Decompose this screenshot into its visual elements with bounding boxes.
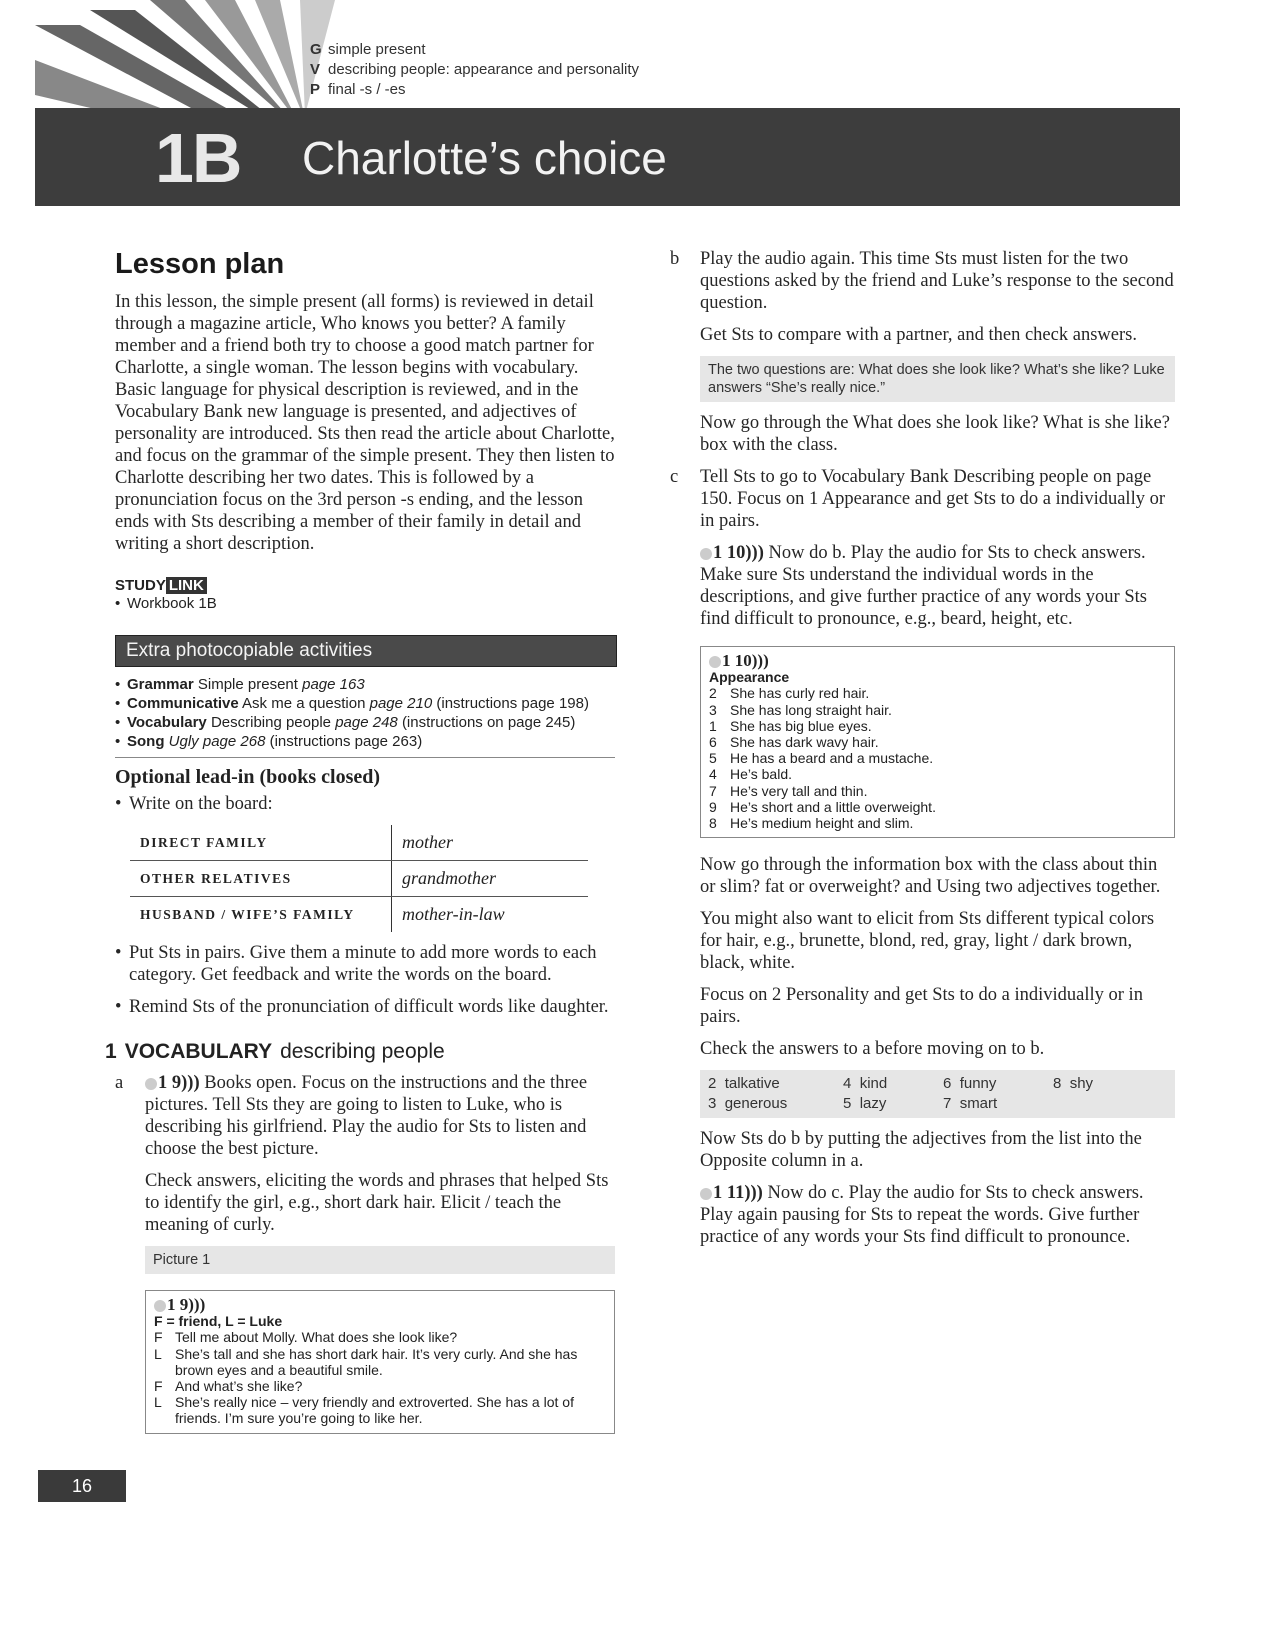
extra-activities-list — [115, 675, 615, 758]
transcript-line: L She’s tall and she has short dark hair. It’s very curly. And she has brown eyes and a beautiful smile. — [154, 1345, 578, 1378]
list-item: • Song Ugly page 268 (instructions page 263) — [115, 732, 615, 751]
study-link — [115, 577, 615, 613]
exercise-a-check: Check answers, eliciting the words and phrases that helped Sts to identify the girl, e.g., short dark hair. Elicit / teach the meaning of curly. — [145, 1171, 609, 1235]
list-item: 8 He’s medium height and slim. — [709, 815, 914, 832]
link-badge: LINK — [166, 577, 207, 594]
list-item: 7 smart — [943, 1095, 998, 1113]
workbook-item: • Workbook 1B — [115, 594, 615, 613]
transcript-box: 1 9))) F = friend, L = Luke F Tell me about Molly. What does she look like? L She’s tall and she has short dark hair. It’s very curly. And she has brown eyes and a beautiful smile. F And what’s she like? L She’s really nice – very friendly and extroverted. She has a lot of friends. I’m sure you’re going to like her. — [145, 1290, 615, 1434]
extra-activities-heading: Extra photocopiable activities — [115, 635, 617, 667]
list-item: 7 He’s very tall and thin. — [709, 782, 868, 799]
lesson-plan-text: In this lesson, the simple present (all forms) is reviewed in detail through a magazine article, Who knows you better? A family member and a friend both try to choose a good match partner for Charlotte, a single woman. The lesson begins with vocabulary. Basic language for physical description is reviewed, and in the Vocabulary Bank new language is presented, and adjectives of personality are introduced. Sts then read the article about Charlotte, and focus on the grammar of the simple present. They then listen to Charlotte describing her two dates. This is followed by a pronunciation focus on the 3rd person -s ending, and the lesson ends with Sts describing a member of their family in detail and writing a short description. — [115, 292, 615, 554]
list-item: 9 He’s short and a little overweight. — [709, 798, 936, 815]
table-row: HUSBAND / WIFE’S FAMILY mother-in-law — [130, 897, 588, 933]
exercise-a: a 1 9))) Books open. Focus on the instructions and the three pictures. Tell Sts they are going to listen to Luke, who is describing his girlfriend. Play the audio for Sts to listen and choose the best picture. Check answers, eliciting the words and phrases that helped Sts to identify the girl, e.g., short dark hair. Elicit / teach the meaning of curly. Picture 1 1 9))) F = friend, L = Luke F Tell me about Molly. What does she look like? L She’s tall and she has short dark hair. It’s very curly. And she has brown eyes and a beautiful smile. F And what’s she like? L She’s really nice – very friendly and extroverted. She has a lot of friends. I’m sure you’re going to like her. — [115, 1072, 615, 1434]
write-board-bullet: • Write on the board: — [115, 793, 615, 815]
table-row: DIRECT FAMILY mother — [130, 825, 588, 861]
exercise-b: b Play the audio again. This time Sts must listen for the two questions asked by the friend and Luke’s response to the second question. Get Sts to compare with a partner, and then check answers. The two questions are: What does she look like? What’s she like? Luke answers “She’s really nice.” Now go through the What does she look like? What is she like? box with the class. — [670, 249, 1174, 455]
list-item: • Communicative Ask me a question page 210 (instructions page 198) — [115, 694, 615, 713]
board-table — [130, 825, 588, 932]
audio-icon: 1 11))) — [700, 1183, 763, 1203]
audio-icon: 1 9))) — [154, 1297, 606, 1313]
unit-number: 1B — [155, 119, 241, 197]
list-item: 4 He’s bald. — [709, 766, 793, 783]
pairs-bullet: • Put Sts in pairs. Give them a minute to add more words to each category. Get feedback and write the words on the board. — [115, 942, 615, 986]
audio-icon: 1 10))) — [709, 653, 1166, 669]
list-item: 6 She has dark wavy hair. — [709, 734, 879, 751]
list-item: 3 She has long straight hair. — [709, 701, 892, 718]
list-item: 2 She has curly red hair. — [709, 685, 870, 702]
lesson-title: Charlotte’s choice — [302, 132, 667, 184]
page-number: 16 — [38, 1470, 126, 1502]
exercise-c: c Tell Sts to go to Vocabulary Bank Describing people on page 150. Focus on 1 Appearance and get Sts to do a individually or in pairs. 1 10))) Now do b. Play the audio for Sts to check answers. Make sure Sts understand the individual words in the descriptions, and give further practice of any words your Sts find difficult to pronounce, e.g., beard, height, etc. 1 10))) Appearance 2 She has curly red hair. 3 She has long straight hair. 1 She has big blue eyes. 6 She has dark wavy hair. 5 He has a beard and a mustache. 4 He’s bald. 7 He’s very tall and thin. 9 He’s short and a little overweight. 8 He’s medium height and slim. Now go through the information box with the class about thin or slim? fat or overweight? and Using two adjectives together. You might also want to elicit from Sts different typical colors for hair, e.g., brunette, blond, red, gray, light / dark brown, black, white. Focus on 2 Personality and get Sts to do a individually or in pairs. Check the answers to a before moving on to b. 2 talkative 4 kind 6 funny 8 shy 3 generous 5 lazy 7 smart Now Sts do b by putting the adjectives from the list into the Opposite column in a. 1 11))) Now do c. Play the audio for Sts to check answers. Play again pausing for Sts to repeat the words. Give further practice of any words your Sts find difficult to pronounce. — [670, 466, 1175, 1248]
topic-grammar: G simple present — [310, 41, 426, 58]
appearance-box: 1 10))) Appearance 2 She has curly red hair. 3 She has long straight hair. 1 She has big blue eyes. 6 She has dark wavy hair. 5 He has a beard and a mustache. 4 He’s bald. 7 He’s very tall and thin. 9 He’s short and a little overweight. 8 He’s medium height and slim. — [700, 646, 1175, 838]
answer-box: The two questions are: What does she look like? What’s she like? Luke answers “She’s really nice.” — [700, 356, 1175, 402]
list-item: • Vocabulary Describing people page 248 (instructions on page 245) — [115, 713, 615, 732]
right-column — [670, 248, 1175, 1248]
topic-pronunciation: P final -s / -es — [310, 81, 406, 98]
topic-vocabulary: V describing people: appearance and personality — [310, 61, 640, 78]
list-item: 3 generous — [708, 1095, 788, 1113]
transcript-line: L She’s really nice – very friendly and extroverted. She has a lot of friends. I’m sure you’re going to like her. — [154, 1394, 574, 1427]
list-item: 1 She has big blue eyes. — [709, 717, 872, 734]
audio-icon: 1 9))) — [145, 1073, 200, 1093]
list-item: 6 funny — [943, 1075, 997, 1093]
study-label: STUDY — [115, 577, 166, 594]
answer-box: Picture 1 — [145, 1246, 615, 1274]
audio-icon: 1 10))) — [700, 543, 764, 563]
table-row: OTHER RELATIVES grandmother — [130, 861, 588, 897]
list-item: 8 shy — [1053, 1075, 1094, 1093]
lesson-plan-heading: Lesson plan — [115, 248, 285, 280]
optional-leadin-heading: Optional lead-in (books closed) — [115, 766, 381, 788]
transcript-line: F And what’s she like? — [154, 1378, 303, 1395]
list-item: 4 kind — [843, 1075, 888, 1093]
personality-answers — [700, 1070, 1175, 1118]
left-column — [105, 248, 615, 1434]
list-item: 2 talkative — [708, 1075, 780, 1093]
list-item: 5 lazy — [843, 1095, 887, 1113]
list-item: 5 He has a beard and a mustache. — [709, 750, 934, 767]
transcript-line: F Tell me about Molly. What does she look like? — [154, 1329, 458, 1346]
list-item: • Grammar Simple present page 163 — [115, 675, 615, 694]
remind-bullet: • Remind Sts of the pronunciation of difficult words like daughter. — [115, 996, 615, 1018]
section-vocabulary-heading: 1 VOCABULARY describing people — [105, 1040, 445, 1063]
lesson-topics — [310, 40, 639, 100]
